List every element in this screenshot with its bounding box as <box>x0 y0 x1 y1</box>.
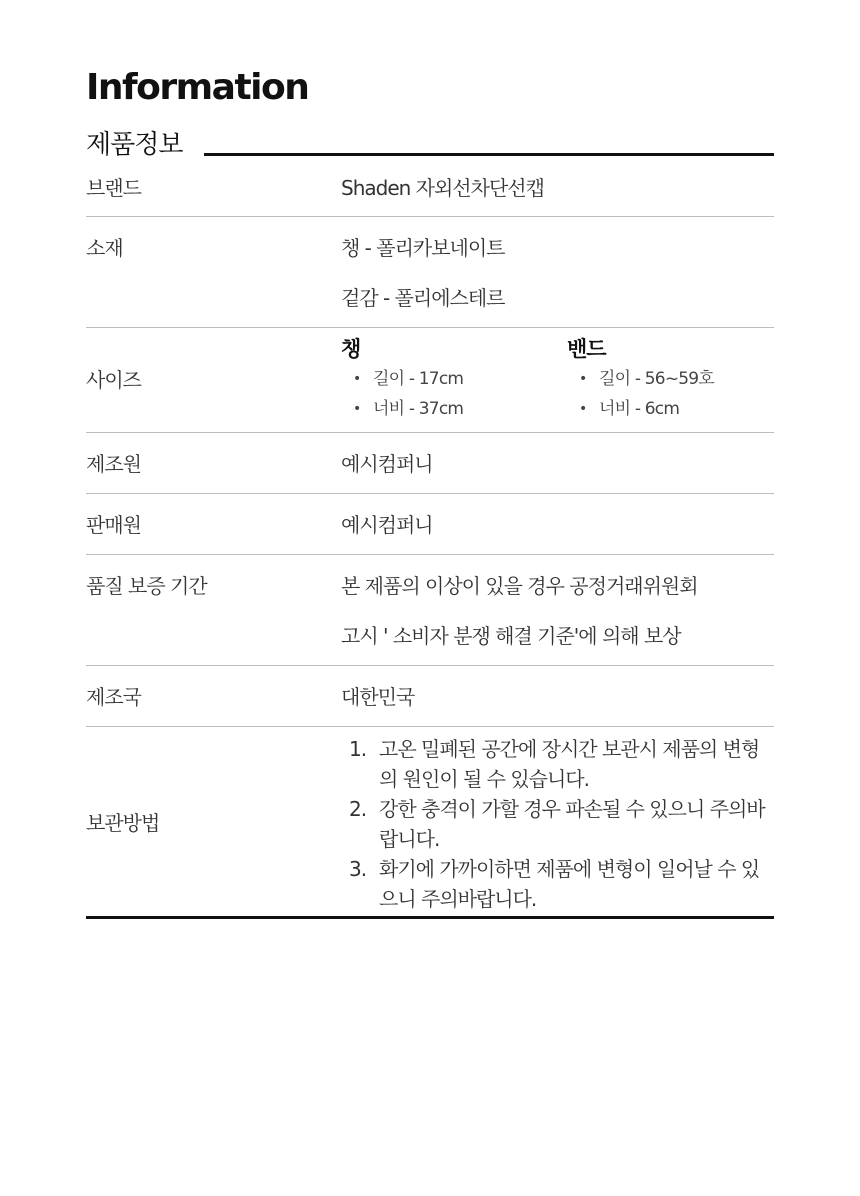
row-label-brand: 브랜드 <box>86 176 141 200</box>
product-info-table <box>86 162 774 919</box>
size-item <box>341 364 541 394</box>
storage-item-text: 강한 충격이 가할 경우 파손될 수 있으니 주의바랍니다. <box>379 797 765 851</box>
row-label-size: 사이즈 <box>86 368 141 392</box>
row-value-storage <box>341 734 774 914</box>
section-header <box>86 128 774 162</box>
storage-item-number: 1. <box>349 737 367 761</box>
row-label-storage: 보관방법 <box>86 811 160 835</box>
row-label-seller: 판매원 <box>86 513 141 537</box>
bullet-icon: • <box>353 401 361 417</box>
size-item-text: 길이 - 56~59호 <box>599 369 714 389</box>
size-item-text: 너비 - 37cm <box>373 399 464 419</box>
row-label-material: 소재 <box>86 236 123 260</box>
size-column-brim <box>341 334 541 424</box>
row-value-brand: Shaden 자외선차단선캡 <box>341 176 544 200</box>
material-line: 챙 - 폴리카보네이트 <box>341 236 505 260</box>
row-value-manufacturer: 예시컴퍼니 <box>341 452 433 476</box>
row-material <box>86 217 774 328</box>
row-seller <box>86 494 774 555</box>
row-manufacturer <box>86 433 774 494</box>
row-brand <box>86 162 774 217</box>
storage-list-item <box>341 794 774 854</box>
storage-item-number: 2. <box>349 797 367 821</box>
storage-list-item <box>341 734 774 794</box>
row-label-warranty: 품질 보증 기간 <box>86 574 207 598</box>
size-column-title: 챙 <box>341 337 361 361</box>
size-column-title: 밴드 <box>567 337 606 361</box>
row-value-material <box>341 234 774 312</box>
storage-item-text: 화기에 가까이하면 제품에 변형이 일어날 수 있으니 주의바랍니다. <box>379 857 760 911</box>
row-warranty <box>86 555 774 666</box>
row-size <box>86 328 774 433</box>
warranty-line: 본 제품의 이상이 있을 경우 공정거래위원회 <box>341 574 698 598</box>
size-item-text: 너비 - 6cm <box>599 399 680 419</box>
row-label-manufacturer: 제조원 <box>86 452 141 476</box>
bullet-icon: • <box>353 371 361 387</box>
row-label-origin: 제조국 <box>86 685 141 709</box>
size-item <box>341 394 541 424</box>
warranty-line: 고시 ' 소비자 분쟁 해결 기준'에 의해 보상 <box>341 624 681 648</box>
section-divider <box>204 153 774 156</box>
storage-item-number: 3. <box>349 857 367 881</box>
row-value-warranty <box>341 572 774 650</box>
page-title: Information <box>86 67 309 108</box>
material-line: 겉감 - 폴리에스테르 <box>341 286 505 310</box>
size-item <box>567 394 767 424</box>
size-item-text: 길이 - 17cm <box>373 369 464 389</box>
storage-list <box>341 734 774 914</box>
section-title: 제품정보 <box>86 130 183 160</box>
bullet-icon: • <box>579 401 587 417</box>
storage-list-item <box>341 854 774 914</box>
row-value-seller: 예시컴퍼니 <box>341 513 433 537</box>
size-column-band <box>567 334 767 424</box>
storage-item-text: 고온 밀폐된 공간에 장시간 보관시 제품의 변형의 원인이 될 수 있습니다. <box>379 737 760 791</box>
row-storage <box>86 727 774 919</box>
row-origin <box>86 666 774 727</box>
bullet-icon: • <box>579 371 587 387</box>
row-value-origin: 대한민국 <box>341 685 415 709</box>
size-item <box>567 364 767 394</box>
